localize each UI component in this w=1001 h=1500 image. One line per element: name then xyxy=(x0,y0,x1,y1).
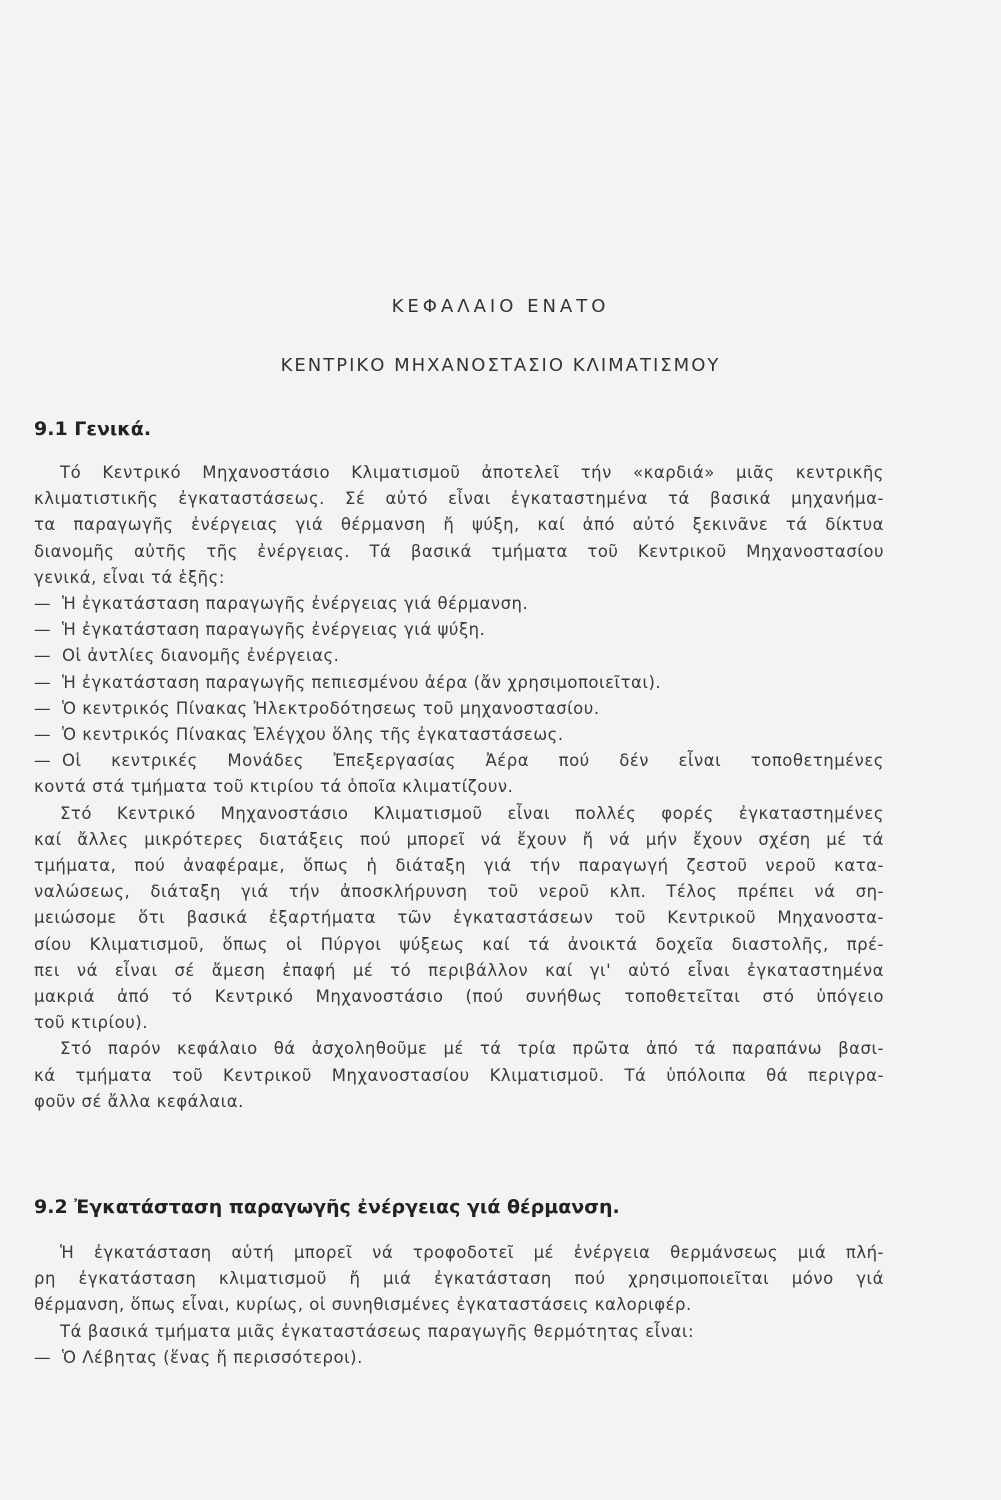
chapter-label: ΚΕΦΑΛΑΙΟ ΕΝΑΤΟ xyxy=(391,296,610,317)
text-line: πει νά εἶναι σέ ἄμεση ἐπαφή μέ τό περιβάλλον καί γι' αὐτό εἶναι ἐγκαταστημένα xyxy=(34,960,884,980)
dash-marker: — xyxy=(34,725,51,745)
list-item xyxy=(34,643,884,669)
text-line: θέρμανση, ὅπως εἶναι, κυρίως, οἱ συνηθισμένες ἐγκαταστάσεις καλοριφέρ. xyxy=(34,1295,692,1315)
text-line: κά τμήματα τοῦ Κεντρικοῦ Μηχανοστασίου Κλιματισμοῦ. Τά ὑπόλοιπα θά περιγρα- xyxy=(34,1065,884,1085)
text-line: Τά βασικά τμήματα μιᾶς ἐγκαταστάσεως παραγωγῆς θερμότητας εἶναι: xyxy=(60,1321,695,1341)
text-line: Τό Κεντρικό Μηχανοστάσιο Κλιματισμοῦ ἀποτελεῖ τήν «καρδιά» μιᾶς κεντρικῆς xyxy=(60,463,884,482)
list-item xyxy=(34,1345,884,1371)
list-item xyxy=(34,617,884,643)
text-line: Ἡ ἐγκατάσταση αὐτή μπορεῖ νά τροφοδοτεῖ μέ ἐνέργεια θερμάνσεως μιά πλή- xyxy=(60,1243,884,1262)
text-line: Στό Κεντρικό Μηχανοστάσιο Κλιματισμοῦ εἶναι πολλές φορές ἐγκαταστημένες xyxy=(60,803,884,823)
text-line: διανομῆς αὐτῆς τῆς ἐνέργειας. Τά βασικά τμήματα τοῦ Κεντρικοῦ Μηχανοστασίου xyxy=(34,541,884,561)
text-line: σίου Κλιματισμοῦ, ὅπως οἱ Πύργοι ψύξεως καί τά ἀνοικτά δοχεῖα διαστολῆς, πρέ- xyxy=(34,934,884,954)
list-item-text: Ὁ κεντρικός Πίνακας Ἠλεκτροδότησεως τοῦ μηχανοστασίου. xyxy=(62,698,600,718)
text-line: καί ἄλλες μικρότερες διατάξεις πού μπορεῖ νά ἔχουν ἤ νά μήν ἔχουν σχέση μέ τά xyxy=(34,829,884,849)
dash-marker: — xyxy=(34,620,51,640)
list-item-text: Ἡ ἐγκατάσταση παραγωγῆς ἐνέργειας γιά θέρμανση. xyxy=(62,594,529,614)
text-line: Στό παρόν κεφάλαιο θά ἀσχοληθοῦμε μέ τά τρία πρῶτα ἀπό τά παραπάνω βασι- xyxy=(60,1039,884,1059)
list-item xyxy=(34,748,884,774)
text-line: ναλώσεως, διάταξη γιά τήν ἀποσκλήρυνση τοῦ νεροῦ κλπ. Τέλος πρέπει νά ση- xyxy=(34,882,884,902)
list-item xyxy=(34,670,884,696)
text-line: μακριά ἀπό τό Κεντρικό Μηχανοστάσιο (πού συνήθως τοποθετεῖται στό ὑπόγειο xyxy=(34,987,884,1007)
section-9-2-body xyxy=(34,1240,884,1371)
text-line: τα παραγωγῆς ἐνέργειας γιά θέρμανση ἤ ψύξη, καί ἀπό αὐτό ξεκινᾶνε τά δίκτυα xyxy=(34,515,884,535)
section-heading-9-2: 9.2 Ἐγκατάσταση παραγωγῆς ἐνέργειας γιά θέρμανση. xyxy=(34,1196,620,1218)
dash-marker: — xyxy=(34,672,51,692)
text-line: τμήματα, πού ἀναφέραμε, ὅπως ἡ διάταξη γιά τήν παραγωγή ζεστοῦ νεροῦ κατα- xyxy=(34,856,884,876)
dash-marker: — xyxy=(34,698,51,718)
list-item xyxy=(34,722,884,748)
text-line: τοῦ κτιρίου). xyxy=(34,1013,148,1033)
list-item-text: Οἱ κεντρικές Μονάδες Ἐπεξεργασίας Ἀέρα πού δέν εἶναι τοποθετημένες xyxy=(62,751,884,771)
dash-marker: — xyxy=(34,594,51,614)
text-line: κοντά στά τμήματα τοῦ κτιρίου τά ὁποῖα κλιματίζουν. xyxy=(34,777,514,797)
list-item-text: Ἡ ἐγκατάσταση παραγωγῆς ἐνέργειας γιά ψύξη. xyxy=(62,620,486,640)
text-line: μειώσομε ὅτι βασικά ἐξαρτήματα τῶν ἐγκαταστάσεων τοῦ Κεντρικοῦ Μηχανοστα- xyxy=(34,908,884,928)
list-item-text: Ὁ Λέβητας (ἕνας ἤ περισσότεροι). xyxy=(62,1347,363,1367)
chapter-title: ΚΕΝΤΡΙΚΟ ΜΗΧΑΝΟΣΤΑΣΙΟ ΚΛΙΜΑΤΙΣΜΟΥ xyxy=(280,355,721,376)
list-item-text: Ἡ ἐγκατάσταση παραγωγῆς πεπιεσμένου ἀέρα (ἄν χρησιμοποιεῖται). xyxy=(62,672,662,692)
dash-marker: — xyxy=(34,646,51,666)
text-line: γενικά, εἶναι τά ἑξῆς: xyxy=(34,567,225,587)
list-item-text: Ὁ κεντρικός Πίνακας Ἐλέγχου ὅλης τῆς ἐγκαταστάσεως. xyxy=(62,725,564,745)
text-line: ρη ἐγκατάσταση κλιματισμοῦ ἤ μιά ἐγκατάσταση πού χρησιμοποιεῖται μόνο γιά xyxy=(34,1269,884,1289)
text-line: κλιματιστικῆς ἐγκαταστάσεως. Σέ αὐτό εἶναι ἐγκαταστημένα τά βασικά μηχανήμα- xyxy=(34,489,884,509)
dash-marker: — xyxy=(34,1347,51,1367)
dash-marker: — xyxy=(34,751,51,771)
section-9-1-body xyxy=(34,460,884,1115)
text-line: φοῦν σέ ἄλλα κεφάλαια. xyxy=(34,1091,244,1111)
list-item xyxy=(34,696,884,722)
section-heading-9-1: 9.1 Γενικά. xyxy=(34,418,152,440)
list-item-text: Οἱ ἀντλίες διανομῆς ἐνέργειας. xyxy=(62,646,340,666)
list-item xyxy=(34,591,884,617)
